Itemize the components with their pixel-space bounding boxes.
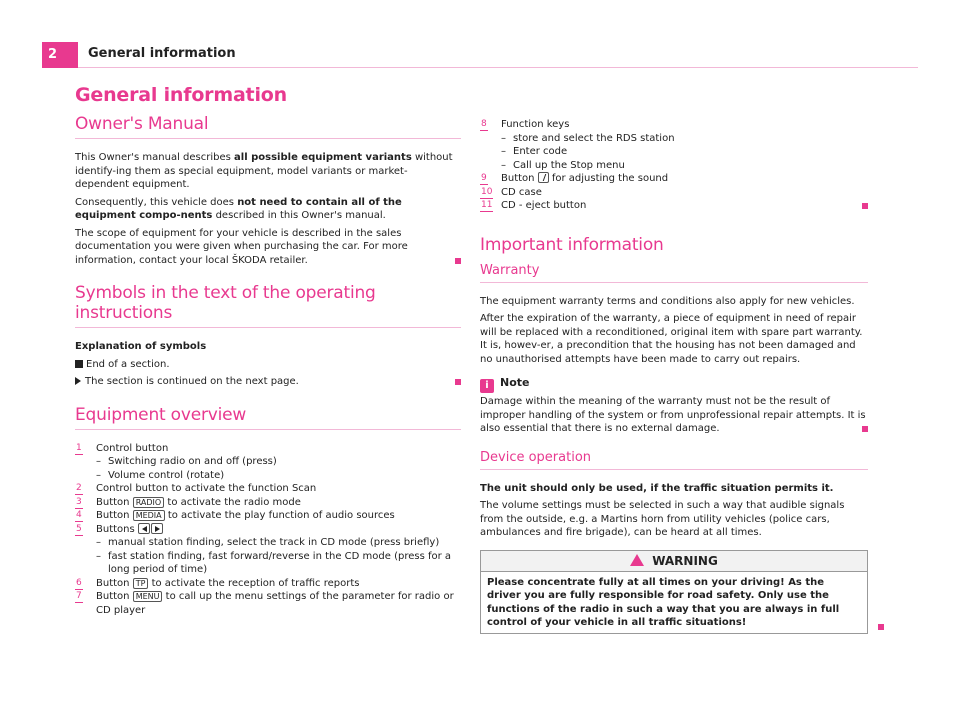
owners-manual-p1: This Owner's manual describes all possible equipment variants without identify-ing them as special equipment, model variants or market-dependent equipment. xyxy=(75,152,453,190)
warranty-p2: After the expiration of the warranty, a piece of equipment in need of repair will be replaced with a reconditioned, original item with spare part warranty. It is, howev-er, a precondition that the housing has not been damaged and no unauthorised attempts have been made to carry out repairs. xyxy=(480,313,863,365)
end-of-section-mark xyxy=(455,379,461,385)
warranty-heading: Warranty xyxy=(480,263,868,283)
symbols-end-line: End of a section. xyxy=(75,358,461,372)
warning-icon xyxy=(630,554,644,566)
list-item: 3 Button RADIO to activate the radio mode xyxy=(76,496,301,508)
end-of-section-mark xyxy=(862,426,868,432)
tp-key: TP xyxy=(133,578,149,589)
item-number: 2 xyxy=(76,483,82,493)
list-item: 5 Buttons xyxy=(75,523,461,537)
page-number: 2 xyxy=(42,42,78,68)
list-item: 6 Button TP to activate the reception of traffic reports xyxy=(76,577,360,589)
item-number: 5 xyxy=(76,523,82,534)
end-of-section-mark xyxy=(455,258,461,264)
item-number: 9 xyxy=(481,173,487,183)
equipment-overview-heading: Equipment overview xyxy=(75,405,461,430)
right-column xyxy=(480,118,868,634)
list-subitem: – Call up the Stop menu xyxy=(480,159,868,173)
item-number: 1 xyxy=(76,442,82,453)
sound-key-icon xyxy=(538,172,549,183)
seek-left-icon xyxy=(138,523,150,534)
warning-box xyxy=(480,550,868,634)
seek-right-icon xyxy=(151,523,163,534)
list-item: 8 Function keys xyxy=(481,119,570,130)
list-item: 2 Control button to activate the function Scan xyxy=(76,483,317,494)
warning-block xyxy=(480,550,868,634)
list-subitem: – store and select the RDS station xyxy=(480,132,868,146)
list-item: 11 CD - eject button xyxy=(480,199,868,213)
list-item: 7 Button MENU to call up the menu settings of the parameter for radio or CD player xyxy=(76,591,454,616)
item-number: 3 xyxy=(76,496,82,507)
important-info-heading: Important information xyxy=(480,234,664,255)
chapter-title: General information xyxy=(75,84,287,106)
end-square-icon xyxy=(75,360,83,368)
note-text: Damage within the meaning of the warranty must not be the result of improper handling of the system or from unprofessional repair attempts. It is also essential that there is no external damage. xyxy=(480,395,868,436)
continue-arrow-icon xyxy=(75,377,81,385)
warning-text: Please concentrate fully at all times on your driving! As the driver you are fully responsible for road safety. Only use the functions of the radio in such a way that you are always in full control of your vehicle in all traffic situations! xyxy=(487,576,840,628)
equipment-list xyxy=(75,442,461,618)
end-of-section-mark xyxy=(862,203,868,209)
left-column xyxy=(75,84,461,617)
owners-manual-p3: The scope of equipment for your vehicle is described in the sales documentation you were given when purchasing the car. For more information, contact your local ŠKODA retailer. xyxy=(75,227,461,268)
symbols-continued-line: The section is continued on the next page. xyxy=(75,375,461,389)
symbols-heading: Symbols in the text of the operating instructions xyxy=(75,283,461,328)
page-header xyxy=(42,42,918,68)
list-subitem: – Switching radio on and off (press) xyxy=(75,455,461,469)
note-heading: i Note xyxy=(480,376,868,393)
item-number: 11 xyxy=(481,200,493,210)
item-number: 6 xyxy=(76,577,82,588)
item-number: 4 xyxy=(76,510,82,520)
item-number: 8 xyxy=(481,119,487,129)
list-item: 9 Button for adjusting the sound xyxy=(481,173,669,184)
end-of-section-mark xyxy=(878,624,884,630)
list-subitem: – Enter code xyxy=(480,145,868,159)
info-icon: i xyxy=(480,379,494,393)
symbols-explanation: Explanation of symbols xyxy=(75,341,207,352)
item-number: 7 xyxy=(76,591,82,601)
media-key: MEDIA xyxy=(133,510,165,521)
list-subitem: – Volume control (rotate) xyxy=(75,469,461,483)
warning-header: WARNING xyxy=(481,551,867,572)
owners-manual-p2: Consequently, this vehicle does not need to contain all of the equipment compo-nents described in this Owner's manual. xyxy=(75,196,402,221)
list-subitem: – fast station finding, fast forward/reverse in the CD mode (press for a long period of time) xyxy=(75,550,461,577)
list-item: 4 Button MEDIA to activate the play function of audio sources xyxy=(76,510,395,521)
device-operation-heading: Device operation xyxy=(480,450,868,470)
device-p2: The volume settings must be selected in such a way that audible signals from the outside, e.g. a Martins horn from utility vehicles (police cars, ambulances and fire brigade), can be heard at all times. xyxy=(480,500,845,538)
list-subitem: – manual station finding, select the track in CD mode (press briefly) xyxy=(75,536,461,550)
menu-key: MENU xyxy=(133,591,163,602)
equipment-list-continued xyxy=(480,118,868,213)
list-item: 1 Control button xyxy=(76,442,169,454)
device-p1: The unit should only be used, if the traffic situation permits it. xyxy=(480,482,834,494)
list-item: 10 CD case xyxy=(481,186,542,198)
radio-key: RADIO xyxy=(133,497,165,508)
item-number: 10 xyxy=(481,186,493,197)
owners-manual-heading: Owner's Manual xyxy=(75,114,461,139)
header-title: General information xyxy=(88,46,236,61)
warranty-p1: The equipment warranty terms and conditions also apply for new vehicles. xyxy=(480,295,855,307)
